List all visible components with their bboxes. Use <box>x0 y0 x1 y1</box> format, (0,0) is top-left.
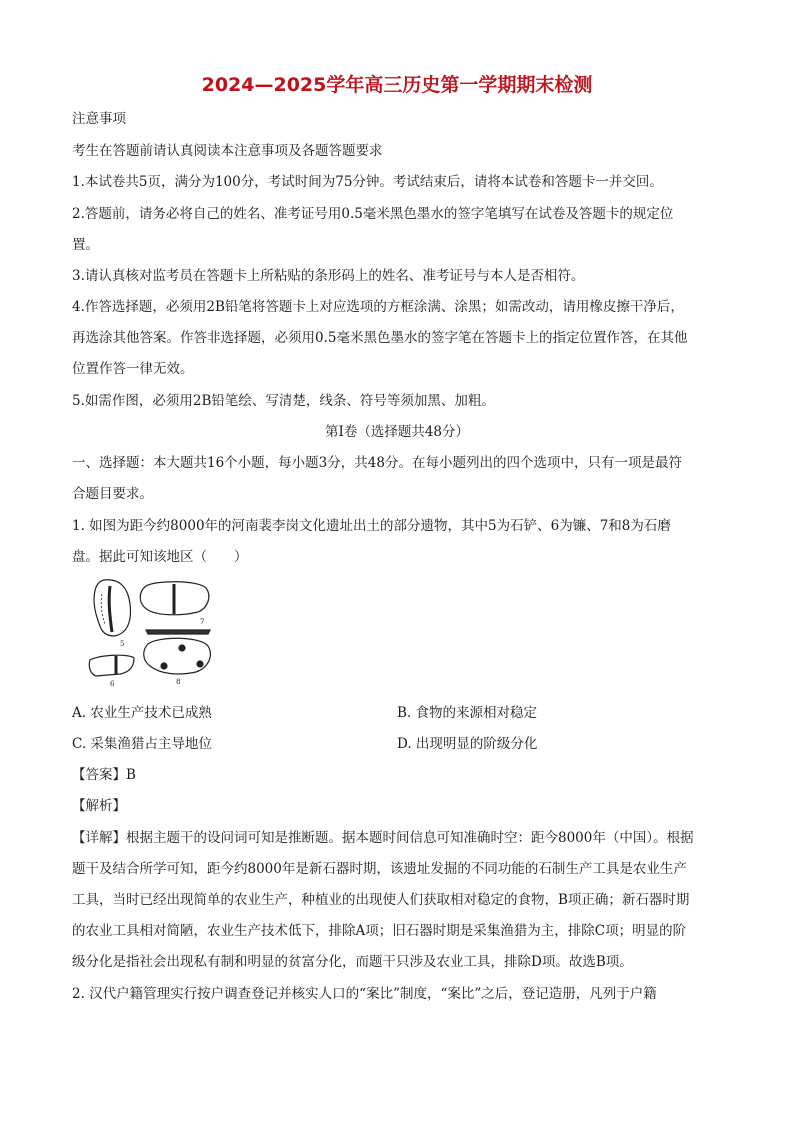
q1-stem-b: 盘。据此可知该地区（ ） <box>72 549 248 565</box>
artifact-drawing <box>72 574 232 692</box>
notice-item-3: 3.请认真核对监考员在答题卡上所粘贴的条形码上的姓名、准考证号与本人是否相符。 <box>72 268 585 284</box>
millstone-feet-shape <box>144 638 211 674</box>
figure-label-7: 7 <box>200 618 205 626</box>
notice-item-5: 5.如需作图，必须用2B铅笔绘、写清楚，线条、符号等须加黑、加粗。 <box>72 393 495 409</box>
notice-heading: 注意事项 <box>72 111 126 127</box>
notice-item-1: 1.本试卷共5页，满分为100分，考试时间为75分钟。考试结束后，请将本试卷和答题卡一并交回。 <box>72 174 663 190</box>
q1-detail-e: 级分化是指社会出现私有制和明显的贫富分化，而题干只涉及农业工具，排除D项。故选B项。 <box>72 954 633 970</box>
section-desc-a: 一、选择题：本大题共16个小题，每小题3分，共48分。在每小题列出的四个选项中，只有一项是最符 <box>72 455 682 471</box>
notice-item-4b: 再选涂其他答案。作答非选择题，必须用0.5毫米黑色墨水的签字笔在答题卡上的指定位置作答，在其他 <box>72 330 688 346</box>
figure-label-5: 5 <box>120 640 125 648</box>
artifact-figure <box>72 574 232 692</box>
notice-intro: 考生在答题前请认真阅读本注意事项及各题答题要求 <box>72 143 383 159</box>
q1-option-b: B. 食物的来源相对稳定 <box>397 705 538 721</box>
q1-stem-a: 1. 如图为距今约8000年的河南裴李岗文化遗址出土的部分遗物，其中5为石铲、6为镰、7和8为石磨 <box>72 518 671 534</box>
exam-title: 2024—2025学年高三历史第一学期期末检测 <box>201 74 593 96</box>
q2-stem-a: 2. 汉代户籍管理实行按户调查登记并核实人口的“案比”制度，“案比”之后，登记造册，凡列于户籍 <box>72 986 657 1002</box>
notice-item-4c: 位置作答一律无效。 <box>72 361 194 377</box>
figure-label-8: 8 <box>176 678 181 686</box>
q1-analysis-label: 【解析】 <box>72 798 126 814</box>
section-title: 第Ⅰ卷（选择题共48分） <box>324 424 469 440</box>
notice-item-2b: 置。 <box>72 237 99 253</box>
q1-detail-a: 【详解】根据主题干的设问词可知是推断题。据本题时间信息可知准确时空：距今8000年（中国）。根据 <box>72 830 694 846</box>
millstone-side-shape <box>146 630 210 634</box>
q1-detail-c: 工具，当时已经出现简单的农业生产，种植业的出现使人们获取相对稳定的食物，B项正确；新石器时期 <box>72 892 690 908</box>
notice-item-2a: 2.答题前，请务必将自己的姓名、准考证号用0.5毫米黑色墨水的签字笔填写在试卷及答题卡的规定位 <box>72 206 674 222</box>
sickle-shape <box>89 655 134 676</box>
q1-detail-b: 题干及结合所学可知，距今约8000年是新石器时期，该遗址发掘的不同功能的石制生产工具是农业生产 <box>72 861 687 877</box>
q1-detail-d: 的农业工具相对简陋，农业生产技术低下，排除A项；旧石器时期是采集渔猎为主，排除C项；明显的阶 <box>72 923 687 939</box>
q1-option-d: D. 出现明显的阶级分化 <box>397 736 538 752</box>
q1-answer: 【答案】B <box>72 767 136 783</box>
notice-item-4a: 4.作答选择题，必须用2B铅笔将答题卡上对应选项的方框涂满、涂黑；如需改动，请用橡皮擦干净后， <box>72 299 684 315</box>
section-desc-b: 合题目要求。 <box>72 486 153 502</box>
q1-option-c: C. 采集渔猎占主导地位 <box>72 736 212 752</box>
figure-label-6: 6 <box>110 680 115 688</box>
q1-option-a: A. 农业生产技术已成熟 <box>72 705 212 721</box>
